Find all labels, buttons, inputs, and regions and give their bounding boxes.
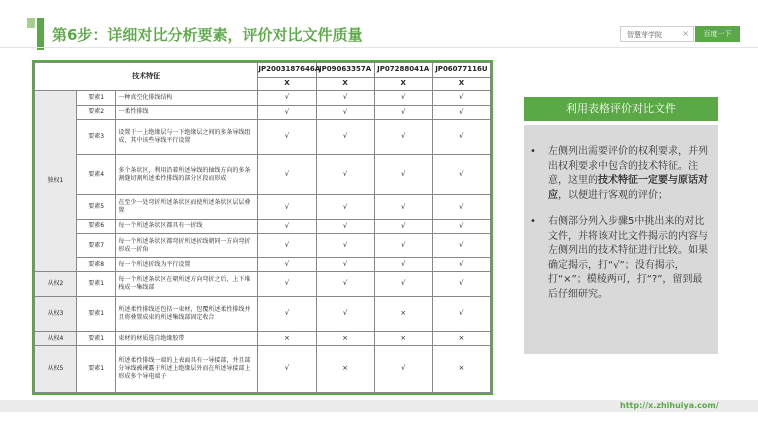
mark: √ bbox=[258, 272, 316, 297]
mark: √ bbox=[432, 233, 490, 258]
bullet-icon: • bbox=[530, 216, 536, 227]
mark: √ bbox=[258, 258, 316, 272]
feature-text: 在至少一处弯折所述条状区而使所述条状区层层叠置 bbox=[116, 195, 258, 220]
panel-heading: 利用表格评价对比文件 bbox=[524, 97, 718, 121]
bullet-item bbox=[530, 215, 710, 302]
mark: √ bbox=[374, 90, 432, 105]
element-label: 要素4 bbox=[76, 154, 116, 195]
mark: √ bbox=[374, 195, 432, 220]
feature-text: 一种真空化排线结构 bbox=[116, 90, 258, 105]
search-button[interactable]: 百度一下 bbox=[695, 26, 740, 42]
search-value: 智慧芽学院 bbox=[627, 31, 662, 39]
mark: √ bbox=[374, 219, 432, 233]
doc-code: X bbox=[258, 77, 316, 90]
header-divider bbox=[0, 47, 758, 48]
feature-text: 每一个所述折线为平行设置 bbox=[116, 258, 258, 272]
element-label: 要素6 bbox=[76, 219, 116, 233]
doc-code: X bbox=[316, 77, 374, 90]
mark: √ bbox=[316, 195, 374, 220]
mark: × bbox=[432, 332, 490, 346]
mark: × bbox=[432, 345, 490, 392]
mark: √ bbox=[374, 119, 432, 154]
mark: √ bbox=[432, 272, 490, 297]
mark: √ bbox=[258, 105, 316, 119]
page-title: 第6步：详细对比分析要素，评价对比文件质量 bbox=[52, 26, 363, 44]
feature-text: 束材的材质选自绝缘胶带 bbox=[116, 332, 258, 346]
bullet-text: ，以便进行客观的评价； bbox=[558, 189, 668, 201]
claim-group: 独权1 bbox=[35, 90, 77, 272]
mark: √ bbox=[316, 90, 374, 105]
table-row bbox=[35, 233, 491, 258]
mark: × bbox=[316, 332, 374, 346]
element-label: 要素1 bbox=[76, 332, 116, 346]
doc-header: JP06077116U bbox=[432, 63, 490, 78]
element-label: 要素8 bbox=[76, 258, 116, 272]
mark: √ bbox=[374, 233, 432, 258]
footer-url[interactable]: http://x.zhihuiya.com/ bbox=[620, 401, 719, 410]
feature-text: 设置于一上绝缘层与一下绝缘层之间的多条导线组成，其中该些导线平行设置 bbox=[116, 119, 258, 154]
element-label: 要素5 bbox=[76, 195, 116, 220]
mark: √ bbox=[374, 272, 432, 297]
mark: √ bbox=[374, 154, 432, 195]
doc-header: JP2003187646A bbox=[258, 63, 316, 78]
mark: √ bbox=[432, 105, 490, 119]
table-row bbox=[35, 154, 491, 195]
mark: × bbox=[374, 332, 432, 346]
feature-text: 每一个所述条状区都弯折所述折线朝同一方向弯折形成一折角 bbox=[116, 233, 258, 258]
mark: √ bbox=[432, 195, 490, 220]
mark: √ bbox=[258, 154, 316, 195]
feature-text: 所述柔性排线一端的上表面具有一导接部，并且部分导线被裸露于所述上绝缘层外而在所述导接部上形成多个导电端子 bbox=[116, 345, 258, 392]
mark: √ bbox=[316, 219, 374, 233]
accent-bar bbox=[37, 18, 44, 50]
element-label: 要素1 bbox=[76, 90, 116, 105]
bullet-item bbox=[530, 145, 710, 203]
mark: √ bbox=[374, 105, 432, 119]
feature-text: 一柔性排线 bbox=[116, 105, 258, 119]
feature-header: 技术特征 bbox=[35, 63, 258, 91]
mark: √ bbox=[432, 119, 490, 154]
mark: √ bbox=[316, 154, 374, 195]
doc-header: JP07288041A bbox=[374, 63, 432, 78]
doc-code: X bbox=[432, 77, 490, 90]
comparison-table bbox=[32, 60, 493, 395]
mark: √ bbox=[258, 296, 316, 331]
table-row bbox=[35, 90, 491, 105]
element-label: 要素1 bbox=[76, 296, 116, 331]
claim-group: 从权2 bbox=[35, 272, 77, 297]
doc-code: X bbox=[374, 77, 432, 90]
mark: √ bbox=[258, 119, 316, 154]
bullet-icon: • bbox=[530, 146, 536, 157]
mark: √ bbox=[374, 345, 432, 392]
explanation-panel bbox=[524, 125, 718, 354]
element-label: 要素7 bbox=[76, 233, 116, 258]
mark: √ bbox=[316, 296, 374, 331]
claim-group: 从权4 bbox=[35, 332, 77, 346]
table-row bbox=[35, 272, 491, 297]
element-label: 要素2 bbox=[76, 105, 116, 119]
mark: × bbox=[316, 345, 374, 392]
table-row bbox=[35, 195, 491, 220]
bullet-emphasis: 技术特征一定要与原话对应 bbox=[548, 175, 708, 201]
mark: √ bbox=[316, 258, 374, 272]
doc-header: JP09063357A bbox=[316, 63, 374, 78]
feature-text: 每一个所述条状区都具有一折线 bbox=[116, 219, 258, 233]
mark: √ bbox=[258, 345, 316, 392]
feature-text: 多个条状区，利用沿着所述导线的轴线方向的多条割缝切割所述柔性排线的部分区段而形成 bbox=[116, 154, 258, 195]
mark: √ bbox=[432, 296, 490, 331]
element-label: 要素1 bbox=[76, 272, 116, 297]
mark: × bbox=[258, 332, 316, 346]
bullet-text: 右侧部分列入步骤5中挑出来的对比文件，并将该对比文件揭示的内容与左侧列出的技术特征进行比较。如果确定揭示，打“√”；没有揭示，打“×”；模棱两可，打“?”，留到最后仔细研究。 bbox=[548, 216, 708, 300]
mark: √ bbox=[258, 90, 316, 105]
mark: √ bbox=[316, 119, 374, 154]
mark: × bbox=[374, 296, 432, 331]
table-row bbox=[35, 345, 491, 392]
mark: √ bbox=[316, 272, 374, 297]
claim-group: 从权3 bbox=[35, 296, 77, 331]
mark: √ bbox=[258, 195, 316, 220]
table-row bbox=[35, 258, 491, 272]
element-label: 要素3 bbox=[76, 119, 116, 154]
mark: √ bbox=[432, 90, 490, 105]
claim-group: 从权5 bbox=[35, 345, 77, 392]
accent-mark bbox=[27, 18, 35, 28]
mark: √ bbox=[258, 219, 316, 233]
table-row bbox=[35, 219, 491, 233]
mark: √ bbox=[316, 233, 374, 258]
table-row bbox=[35, 105, 491, 119]
mark: √ bbox=[432, 154, 490, 195]
feature-text: 所述柔性排线还包括一束材，包覆所述柔性排线并且将叠置成束的所述集线部固定收合 bbox=[116, 296, 258, 331]
table-row bbox=[35, 296, 491, 331]
mark: √ bbox=[258, 233, 316, 258]
mark: √ bbox=[432, 258, 490, 272]
table-row bbox=[35, 119, 491, 154]
mark: √ bbox=[432, 219, 490, 233]
mark: √ bbox=[316, 105, 374, 119]
feature-table bbox=[34, 62, 491, 393]
search-input[interactable] bbox=[620, 26, 694, 42]
bullet-text: 左侧列出需要评价的权利要求，并列出权利要求中包含的技术特征。注意，这里的 bbox=[548, 146, 708, 186]
close-icon[interactable]: × bbox=[682, 29, 689, 38]
element-label: 要素1 bbox=[76, 345, 116, 392]
mark: √ bbox=[374, 258, 432, 272]
feature-text: 每一个所述条状区在朝所述方向弯折之后，上下堆栈成一集线部 bbox=[116, 272, 258, 297]
table-row bbox=[35, 332, 491, 346]
